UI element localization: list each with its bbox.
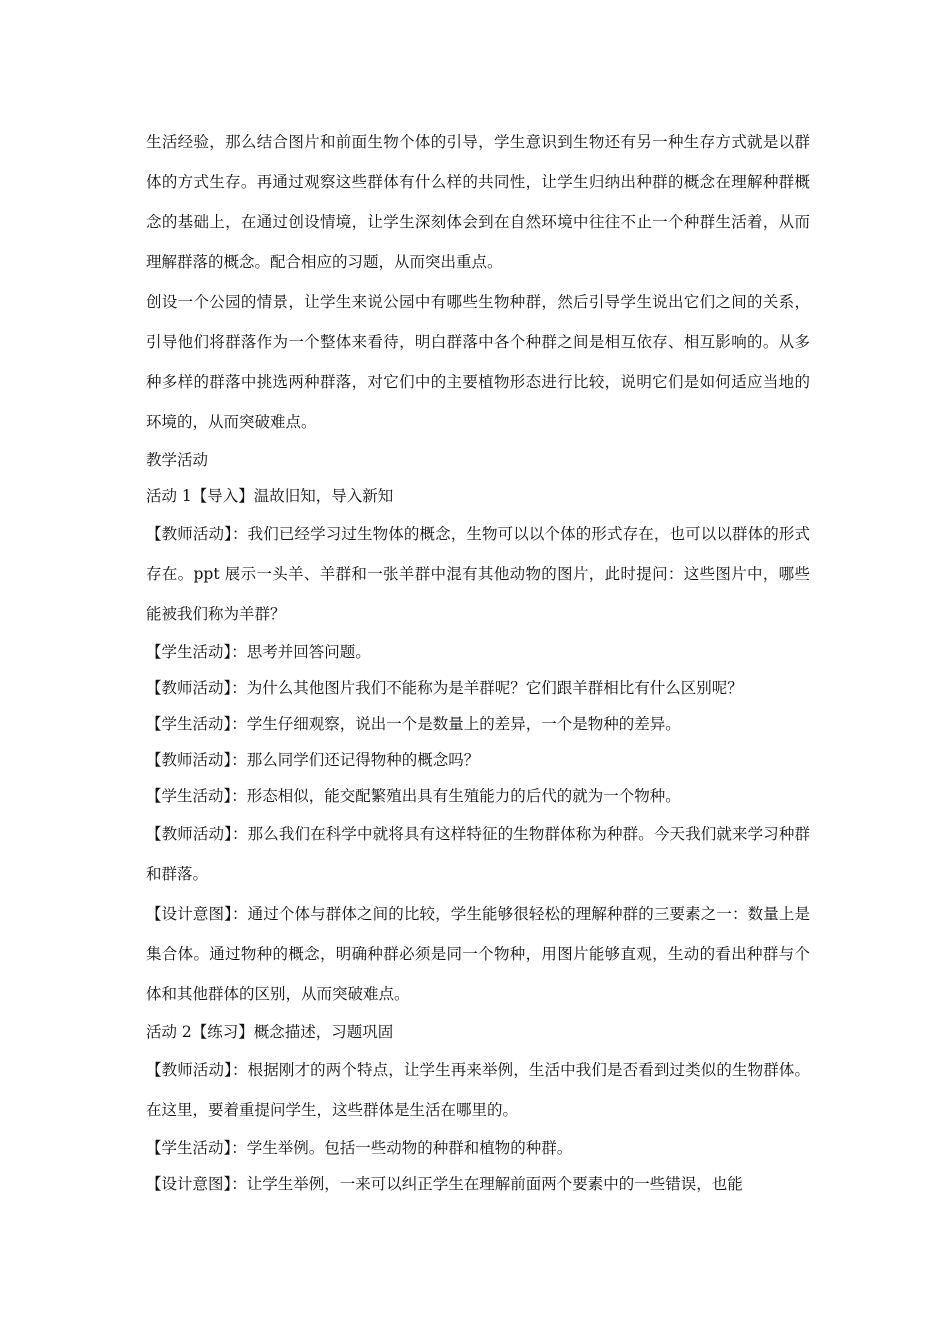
- paragraph-scenario: 创设一个公园的情景，让学生来说公园中有哪些生物种群，然后引导学生说出它们之间的关系，引导他们将群落作为一个整体来看待，明白群落中各个种群之间是相互依存、相互影响的。从多种多样的群落中挑选两种群落，对它们中的主要植物形态进行比较，说明它们是如何适应当地的环境的，从而突破难点。: [146, 293, 810, 431]
- student-activity-2: 【学生活动】：学生仔细观察，说出一个是数量上的差异，一个是物种的差异。: [146, 715, 681, 733]
- document-body: [146, 122, 810, 1202]
- student-activity-4: 【学生活动】：学生举例。包括一些动物的种群和植物的种群。: [146, 1139, 573, 1157]
- teacher-activity-1: 【教师活动】：我们已经学习过生物体的概念，生物可以以个体的形式存在，也可以以群体的形式存在。ppt 展示一头羊、羊群和一张羊群中混有其他动物的图片，此时提问：这些图片中，哪些能被我们称为羊群？: [146, 525, 810, 623]
- student-activity-label: 【学生活动】：: [146, 715, 247, 733]
- teacher-activity-label: 【教师活动】：: [146, 679, 247, 697]
- design-intent-2: 【设计意图】：让学生举例，一来可以纠正学生在理解前面两个要素中的一些错误，也能: [146, 1175, 743, 1193]
- teacher-activity-label: 【教师活动】：: [146, 525, 248, 543]
- student-activity-label: 【学生活动】：: [146, 1139, 247, 1157]
- student-activity-label: 【学生活动】：: [146, 643, 247, 661]
- student-activity-1: 【学生活动】：思考并回答问题。: [146, 643, 371, 661]
- paragraph-intro: 生活经验，那么结合图片和前面生物个体的引导，学生意识到生物还有另一种生存方式就是以群体的方式生存。再通过观察这些群体有什么样的共同性，让学生归纳出种群的概念在理解种群概念的基础上，在通过创设情境，让学生深刻体会到在自然环境中往往不止一个种群生活着，从而理解群落的概念。配合相应的习题，从而突出重点。: [146, 133, 810, 271]
- teacher-activity-3: 【教师活动】：那么同学们还记得物种的概念吗？: [146, 751, 480, 769]
- student-activity-3: 【学生活动】：形态相似，能交配繁殖出具有生殖能力的后代的就为一个物种。: [146, 787, 681, 805]
- teacher-activity-label: 【教师活动】：: [146, 825, 248, 843]
- design-intent-1: 【设计意图】：通过个体与群体之间的比较，学生能够很轻松的理解种群的三要素之一：数量上是集合体。通过物种的概念，明确种群必须是同一个物种，用图片能够直观，生动的看出种群与个体和其他群体的区别，从而突破难点。: [146, 905, 810, 1003]
- teacher-activity-5: 【教师活动】：根据刚才的两个特点，让学生再来举例，生活中我们是否看到过类似的生物群体。在这里，要着重提问学生，这些群体是生活在哪里的。: [146, 1061, 810, 1119]
- activity-2-heading: 活动 2【练习】概念描述，习题巩固: [146, 1023, 394, 1041]
- student-activity-label: 【学生活动】：: [146, 787, 247, 805]
- teacher-activity-2: 【教师活动】：为什么其他图片我们不能称为是羊群呢？它们跟羊群相比有什么区别呢？: [146, 679, 743, 697]
- teacher-activity-label: 【教师活动】：: [146, 1061, 248, 1079]
- design-intent-label: 【设计意图】：: [146, 1175, 247, 1193]
- activity-1-heading: 活动 1【导入】温故旧知，导入新知: [146, 487, 394, 505]
- teacher-activity-4: 【教师活动】：那么我们在科学中就将具有这样特征的生物群体称为种群。今天我们就来学习种群和群落。: [146, 825, 810, 883]
- section-heading-teaching-activities: 教学活动: [146, 451, 209, 469]
- design-intent-label: 【设计意图】：: [146, 905, 248, 923]
- teacher-activity-label: 【教师活动】：: [146, 751, 247, 769]
